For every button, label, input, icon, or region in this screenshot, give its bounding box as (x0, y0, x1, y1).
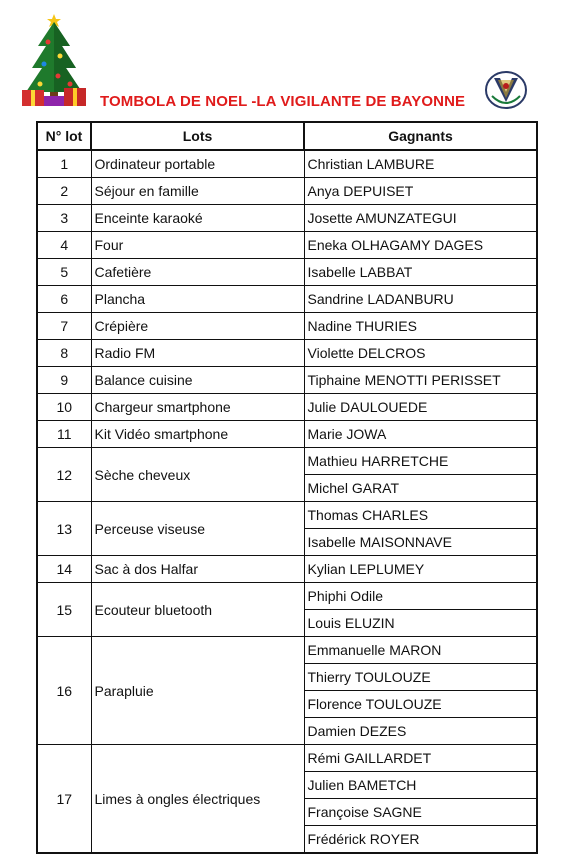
prize-cell: Perceuse viseuse (91, 502, 304, 556)
lot-number-cell: 5 (37, 259, 91, 286)
table-row (37, 286, 537, 313)
winner-cell: Josette AMUNZATEGUI (304, 205, 537, 232)
table-row (37, 340, 537, 367)
winner-cell: Nadine THURIES (304, 313, 537, 340)
table-row (37, 637, 537, 664)
table-body (37, 150, 537, 853)
table-row (37, 205, 537, 232)
winners-table (36, 121, 538, 854)
winner-cell: Phiphi Odile (304, 583, 537, 610)
winner-cell: Thomas CHARLES (304, 502, 537, 529)
table-row (37, 583, 537, 610)
table-row (37, 502, 537, 529)
winner-cell: Isabelle LABBAT (304, 259, 537, 286)
winner-cell: Isabelle MAISONNAVE (304, 529, 537, 556)
lot-number-cell: 13 (37, 502, 91, 556)
prize-cell: Plancha (91, 286, 304, 313)
lot-number-cell: 2 (37, 178, 91, 205)
prize-cell: Séjour en famille (91, 178, 304, 205)
winner-cell: Anya DEPUISET (304, 178, 537, 205)
table-row (37, 448, 537, 475)
table-row (37, 556, 537, 583)
christmas-tree-icon (18, 12, 90, 108)
prize-cell: Kit Vidéo smartphone (91, 421, 304, 448)
column-header-prize: Lots (91, 122, 304, 150)
winner-cell: Julie DAULOUEDE (304, 394, 537, 421)
lot-number-cell: 16 (37, 637, 91, 745)
prize-cell: Sèche cheveux (91, 448, 304, 502)
prize-cell: Balance cuisine (91, 367, 304, 394)
lot-number-cell: 6 (37, 286, 91, 313)
table-row (37, 150, 537, 178)
lot-number-cell: 9 (37, 367, 91, 394)
winner-cell: Damien DEZES (304, 718, 537, 745)
club-logo-icon (484, 70, 528, 110)
table-row (37, 259, 537, 286)
prize-cell: Limes à ongles électriques (91, 745, 304, 854)
winner-cell: Françoise SAGNE (304, 799, 537, 826)
prize-cell: Four (91, 232, 304, 259)
table-row (37, 367, 537, 394)
page-title: TOMBOLA DE NOEL -LA VIGILANTE DE BAYONNE (100, 93, 466, 110)
table-row (37, 232, 537, 259)
table-row (37, 178, 537, 205)
lot-number-cell: 14 (37, 556, 91, 583)
prize-cell: Parapluie (91, 637, 304, 745)
lot-number-cell: 17 (37, 745, 91, 854)
winner-cell: Marie JOWA (304, 421, 537, 448)
prize-cell: Cafetière (91, 259, 304, 286)
lot-number-cell: 15 (37, 583, 91, 637)
table-header-row (37, 122, 537, 150)
table-row (37, 313, 537, 340)
winner-cell: Michel GARAT (304, 475, 537, 502)
lot-number-cell: 11 (37, 421, 91, 448)
lot-number-cell: 3 (37, 205, 91, 232)
prize-cell: Chargeur smartphone (91, 394, 304, 421)
winner-cell: Mathieu HARRETCHE (304, 448, 537, 475)
lot-number-cell: 1 (37, 150, 91, 178)
prize-cell: Enceinte karaoké (91, 205, 304, 232)
lot-number-cell: 12 (37, 448, 91, 502)
winner-cell: Louis ELUZIN (304, 610, 537, 637)
winner-cell: Christian LAMBURE (304, 150, 537, 178)
winner-cell: Emmanuelle MARON (304, 637, 537, 664)
lot-number-cell: 4 (37, 232, 91, 259)
prize-cell: Ordinateur portable (91, 150, 304, 178)
prize-cell: Radio FM (91, 340, 304, 367)
lot-number-cell: 8 (37, 340, 91, 367)
prize-cell: Crépière (91, 313, 304, 340)
prize-cell: Ecouteur bluetooth (91, 583, 304, 637)
table-row (37, 394, 537, 421)
table-row (37, 745, 537, 772)
column-header-number: N° lot (37, 122, 91, 150)
prize-cell: Sac à dos Halfar (91, 556, 304, 583)
winner-cell: Thierry TOULOUZE (304, 664, 537, 691)
winner-cell: Rémi GAILLARDET (304, 745, 537, 772)
column-header-winner: Gagnants (304, 122, 537, 150)
winner-cell: Florence TOULOUZE (304, 691, 537, 718)
winner-cell: Julien BAMETCH (304, 772, 537, 799)
lot-number-cell: 7 (37, 313, 91, 340)
winner-cell: Sandrine LADANBURU (304, 286, 537, 313)
lot-number-cell: 10 (37, 394, 91, 421)
winner-cell: Kylian LEPLUMEY (304, 556, 537, 583)
winner-cell: Tiphaine MENOTTI PERISSET (304, 367, 537, 394)
winner-cell: Violette DELCROS (304, 340, 537, 367)
table-row (37, 421, 537, 448)
winner-cell: Eneka OLHAGAMY DAGES (304, 232, 537, 259)
winner-cell: Frédérick ROYER (304, 826, 537, 854)
